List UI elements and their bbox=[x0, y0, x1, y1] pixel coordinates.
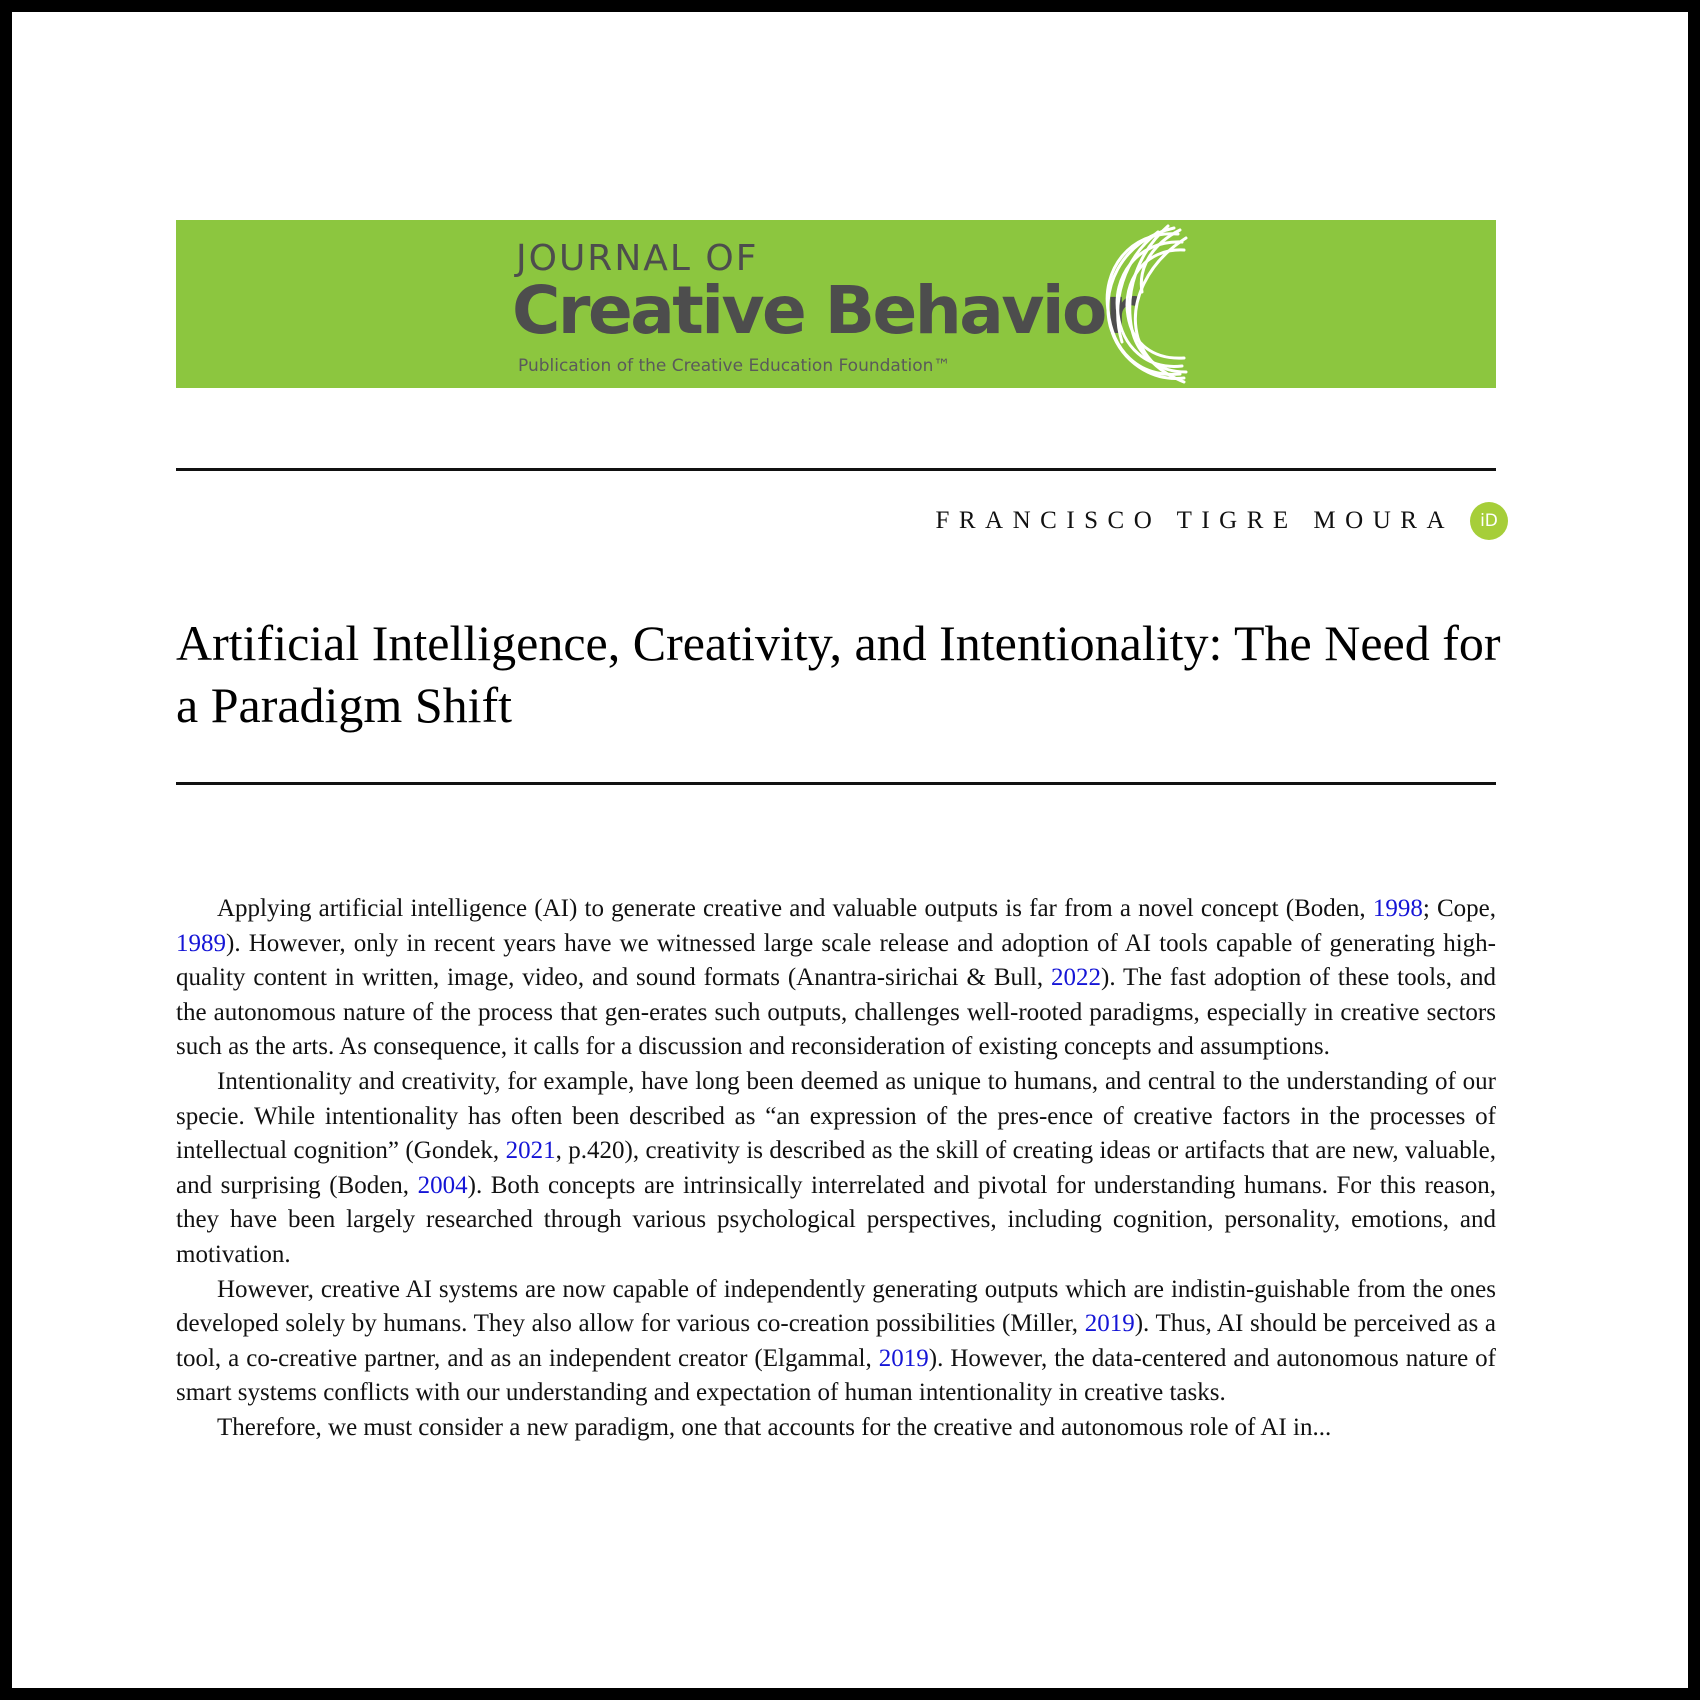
bottom-divider bbox=[176, 782, 1496, 785]
citation-link[interactable]: 2019 bbox=[878, 1344, 929, 1372]
banner-subtitle: Publication of the Creative Education Foundation™ bbox=[518, 356, 951, 376]
article-title: Artificial Intelligence, Creativity, and Intentionality: The Need for a Paradigm Shift bbox=[176, 615, 1501, 733]
citation-link[interactable]: 1989 bbox=[176, 929, 226, 957]
citation-link[interactable]: 1998 bbox=[1372, 895, 1423, 922]
paragraph-3: However, creative AI systems are now capable of independently generating outputs which are indistin-guishable from the ones developed solely by humans. They also allow for various co-creation possibilities (Miller, 2019). Thus, AI should be perceived as a tool, a co-creative partner, and as an independent creator (Elgammal, 2019). However, the data-centered and autonomous nature of smart systems conflicts with our understanding and expectation of human intentionality in creative tasks. bbox=[176, 1275, 1496, 1407]
citation-link[interactable]: 2004 bbox=[417, 1171, 468, 1199]
top-divider bbox=[176, 468, 1496, 471]
paragraph-1: Applying artificial intelligence (AI) to generate creative and valuable outputs is far from a novel concept (Boden, 1998; Cope, 1989). However, only in recent years have we witnessed large scale release and adoption of AI tools capable of generating high-quality content in written, image, video, and sound formats (Anantra-sirichai & Bull, 2022). The fast adoption of these tools, and the autonomous nature of the process that gen-erates such outputs, challenges well-rooted paradigms, especially in creative sectors such as the arts. As consequence, it calls for a discussion and reconsideration of existing concepts and assumptions. bbox=[176, 895, 1496, 1061]
article-body bbox=[176, 892, 1496, 1526]
banner-journal-title: Creative Behavior bbox=[512, 272, 1135, 349]
banner-journal-of: JOURNAL OF bbox=[516, 238, 759, 279]
journal-banner bbox=[176, 220, 1496, 388]
citation-link[interactable]: 2021 bbox=[505, 1137, 556, 1165]
orcid-icon[interactable]: iD bbox=[1470, 502, 1508, 540]
paragraph-2: Intentionality and creativity, for example, have long been deemed as unique to humans, and central to the understanding of our specie. While intentionality has often been described as “an expression of the pres-ence of creative factors in the processes of intellectual cognition” (Gondek, 2021, p.420), creativity is described as the skill of creating ideas or artifacts that are new, valuable, and surprising (Boden, 2004). Both concepts are intrinsically interrelated and pivotal for understanding humans. For this reason, they have been largely researched through various psychological perspectives, including cognition, personality, emotions, and motivation. bbox=[176, 1067, 1496, 1268]
author-name: FRANCISCO TIGRE MOURA bbox=[935, 507, 1454, 534]
document-page bbox=[12, 12, 1688, 1688]
paragraph-4: Therefore, we must consider a new paradigm, one that accounts for the creative and autonomous role of AI in... bbox=[217, 1413, 1332, 1441]
author-line bbox=[935, 502, 1508, 540]
citation-link[interactable]: 2022 bbox=[1051, 964, 1102, 992]
journal-logo-icon bbox=[1098, 222, 1188, 386]
citation-link[interactable]: 2019 bbox=[1084, 1310, 1135, 1338]
